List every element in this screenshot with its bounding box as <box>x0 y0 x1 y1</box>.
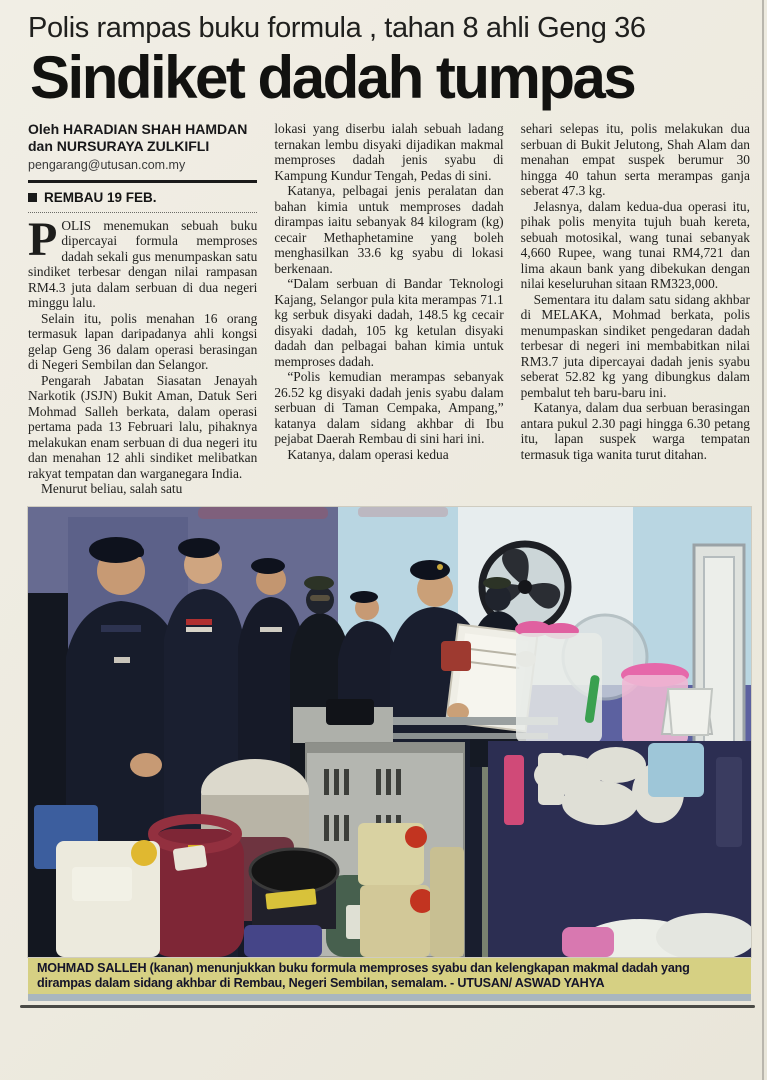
paragraph: Pengarah Jabatan Siasatan Jenayah Narkotik (JSJN) Bukit Aman, Datuk Seri Mohmad Salleh berkata, dalam operasi pertama pada 13 Februari lalu, pihaknya melakukan enam serbuan di dua negeri itu dan menahan 12 ahli sindiket melibatkan rakyat tempatan dan warganegara India. <box>28 372 258 481</box>
scan-edge <box>762 0 764 1080</box>
paragraph: lokasi yang diserbu ialah sebuah ladang ternakan lembu disyaki dijadikan makmal memproses dadah jenis syabu di Kampung Kundur Tengah, Pedas di sini. <box>274 121 504 183</box>
news-photo <box>28 507 751 957</box>
dateline-square-icon <box>28 193 37 202</box>
main-headline: Sindiket dadah tumpas <box>30 44 635 112</box>
photo-caption: MOHMAD SALLEH (kanan) menunjukkan buku formula memproses syabu dan kelengkapan makmal dadah yang dirampas dalam sidang akhbar di Rembau, Negeri Sembilan, semalam. - UTUSAN/ ASWAD YAHYA <box>28 957 751 1001</box>
white-jug <box>668 689 712 735</box>
paragraph: Jelasnya, dalam kedua-dua operasi itu, pihak polis menyita tujuh buah kereta, sebuah motosikal, wang tunai sebanyak 4,660 Rupee, wang tunai RM4,721 dan lima akaun bank yang dibekukan dengan nilai keseluruhan sitaan RM323,000. <box>520 198 750 292</box>
byline-block <box>28 121 257 213</box>
blue-drum <box>244 925 322 957</box>
paragraph: “Polis kemudian merampas sebanyak 26.52 kg disyaki dadah jenis syabu dalam serbuan di Taman Cempaka, Ampang,” katanya dalam sidang akhbar di Ibu pejabat Daerah Rembau di sini hari ini. <box>274 369 504 447</box>
paragraph: Menurut beliau, salah satu <box>41 481 183 497</box>
byline-email: pengarang@utusan.com.my <box>28 158 186 173</box>
pink-bottle <box>504 755 524 825</box>
pink-tub <box>562 927 614 957</box>
page-bottom-rule <box>20 1005 755 1008</box>
article-columns <box>28 121 750 497</box>
paragraph: “Dalam serbuan di Bandar Teknologi Kajang, Selangor pula kita merampas 71.1 kg serbuk disyaki dadah, 148.5 kg cecair disyaki dadah, 105 kg ketulan disyaki dadah dan pelbagai bahan kimia untuk memproses dadah. <box>274 276 504 369</box>
paragraph: Katanya, pelbagai jenis peralatan dan bahan kimia untuk memproses dadah dirampas iaitu sebanyak 84 kilogram (kg) cecair Methaphetamine yang boleh menghasilkan 33.6 kg syabu di lokasi berkenaan. <box>274 183 504 276</box>
plastic-tub <box>516 633 602 743</box>
paragraph: Selain itu, polis menahan 16 orang termasuk lapan daripadanya ahli kongsi gelap Geng 36 dalam operasi berasingan di Negeri Sembilan dan Selangor. <box>28 310 258 373</box>
white-jerrycan <box>56 840 160 957</box>
column-2 <box>274 121 503 497</box>
paragraph: Katanya, dalam dua serbuan berasingan antara pukul 2.30 pagi hingga 6.30 petang itu, lapan suspek warga tempatan termasuk tiga wanita turut ditahan. <box>520 400 750 462</box>
kicker-headline: Polis rampas buku formula , tahan 8 ahli Geng 36 <box>28 12 646 44</box>
drop-cap: P <box>28 212 58 266</box>
light-blue-bucket <box>648 743 704 797</box>
column-1 <box>28 121 257 497</box>
dotted-rule <box>28 212 257 213</box>
ink-bleed <box>198 507 328 519</box>
dateline: REMBAU 19 FEB. <box>28 190 257 205</box>
black-drum <box>250 849 338 929</box>
paragraph: Sementara itu dalam satu sidang akhbar di MELAKA, Mohmad berkata, polis menumpaskan sindiket pengedaran dadah terbesar di negeri ini membabitkan nilai RM3.7 juta dipercayai dadah jenis syabu seberat 52.82 kg yang dibungkus dalam pembalut teh baru-baru ini. <box>520 291 750 400</box>
paragraph: POLIS menemukan sebuah buku dipercayai formula memproses dadah sekali gus menumpaskan satu sindiket terbesar dengan nilai rampasan RM4.3 juta dalam serbuan di dua negeri minggu lalu. <box>28 212 258 311</box>
paragraph: sehari selepas itu, polis melakukan dua serbuan di Bukit Jelutong, Shah Alam dan menahan empat suspek berumur 30 hingga 40 tahun serta merampas ganja seberat 47.3 kg. <box>520 121 750 199</box>
column-3 <box>521 121 750 497</box>
column-1-text <box>28 212 258 497</box>
gas-cylinder-maroon <box>146 819 244 957</box>
paragraph: Katanya, dalam operasi kedua <box>287 446 449 462</box>
photo-illustration <box>28 507 751 957</box>
byline-authors: Oleh HARADIAN SHAH HAMDAN dan NURSURAYA ZULKIFLI <box>28 121 248 155</box>
byline-rule <box>28 180 257 183</box>
red-bucket <box>441 641 471 671</box>
